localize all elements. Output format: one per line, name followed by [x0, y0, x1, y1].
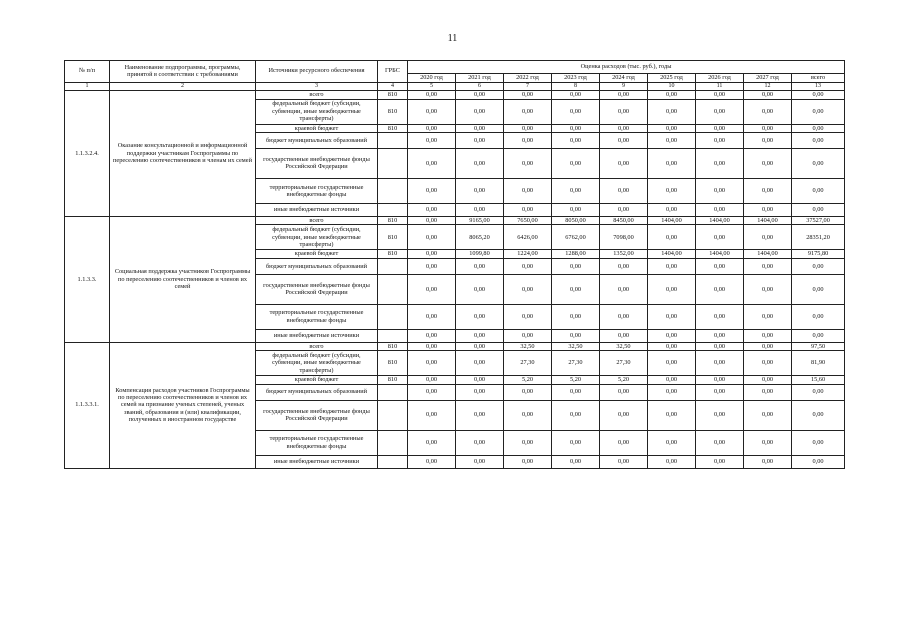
column-index: 8 [552, 83, 600, 91]
year-value: 8450,00 [600, 216, 648, 224]
funding-source: бюджет муниципальных образований [256, 384, 378, 400]
year-value: 0,00 [648, 258, 696, 274]
year-value: 0,00 [744, 225, 792, 250]
year-value: 0,00 [552, 91, 600, 99]
year-value: 1224,00 [504, 250, 552, 258]
year-value: 6426,00 [504, 225, 552, 250]
grbs-code: 810 [378, 250, 408, 258]
column-index: 13 [792, 83, 845, 91]
total-value: 0,00 [792, 132, 845, 148]
funding-source: государственные внебюджетные фонды Российской Федерации [256, 274, 378, 304]
year-value: 0,00 [456, 203, 504, 216]
column-index: 1 [65, 83, 110, 91]
column-index: 4 [378, 83, 408, 91]
grbs-code: 810 [378, 351, 408, 376]
year-value: 0,00 [648, 274, 696, 304]
year-value: 0,00 [744, 376, 792, 384]
budget-table [64, 60, 845, 469]
total-value: 0,00 [792, 304, 845, 329]
year-value: 0,00 [696, 400, 744, 430]
year-value: 0,00 [504, 203, 552, 216]
year-value: 0,00 [504, 329, 552, 342]
year-value: 0,00 [696, 455, 744, 468]
year-value: 0,00 [456, 148, 504, 178]
year-value: 0,00 [408, 203, 456, 216]
year-value: 5,20 [600, 376, 648, 384]
year-value: 0,00 [744, 258, 792, 274]
year-value: 0,00 [744, 430, 792, 455]
section-code: 1.1.3.3. [65, 216, 110, 342]
year-value: 0,00 [696, 148, 744, 178]
year-value: 0,00 [504, 304, 552, 329]
funding-source: территориальные государственные внебюджетные фонды [256, 178, 378, 203]
year-value: 0,00 [648, 132, 696, 148]
section-code: 1.1.3.2.4. [65, 91, 110, 217]
year-value: 0,00 [648, 351, 696, 376]
year-value: 0,00 [648, 91, 696, 99]
year-value: 0,00 [744, 400, 792, 430]
year-value: 0,00 [552, 178, 600, 203]
year-value: 0,00 [504, 430, 552, 455]
year-value: 1404,00 [696, 250, 744, 258]
year-value: 1404,00 [648, 250, 696, 258]
year-value: 0,00 [408, 225, 456, 250]
year-value: 8065,20 [456, 225, 504, 250]
total-value: 37527,00 [792, 216, 845, 224]
year-value: 0,00 [504, 99, 552, 124]
year-value: 0,00 [408, 216, 456, 224]
column-index: 9 [600, 83, 648, 91]
year-value: 1404,00 [696, 216, 744, 224]
year-value: 0,00 [456, 430, 504, 455]
table-row [65, 342, 845, 350]
header-year: 2020 год [408, 74, 456, 83]
year-value: 0,00 [504, 274, 552, 304]
grbs-code: 810 [378, 225, 408, 250]
year-value: 0,00 [696, 99, 744, 124]
grbs-code: 810 [378, 91, 408, 99]
year-value: 0,00 [744, 329, 792, 342]
year-value: 0,00 [600, 124, 648, 132]
header-year: 2024 год [600, 74, 648, 83]
year-value: 0,00 [648, 99, 696, 124]
year-value: 0,00 [552, 99, 600, 124]
year-value: 0,00 [696, 430, 744, 455]
year-value: 0,00 [744, 274, 792, 304]
column-index: 12 [744, 83, 792, 91]
header-year: всего [792, 74, 845, 83]
column-index: 7 [504, 83, 552, 91]
year-value: 0,00 [456, 400, 504, 430]
grbs-code [378, 203, 408, 216]
year-value: 0,00 [600, 400, 648, 430]
year-value: 0,00 [456, 99, 504, 124]
header-name: Наименование подпрограммы, программы, принятой в соответствии с требованиями [110, 61, 256, 83]
grbs-code [378, 455, 408, 468]
column-index: 3 [256, 83, 378, 91]
year-value: 0,00 [408, 91, 456, 99]
year-value: 0,00 [696, 274, 744, 304]
year-value: 0,00 [648, 376, 696, 384]
year-value: 0,00 [600, 99, 648, 124]
year-value: 0,00 [744, 203, 792, 216]
funding-source: государственные внебюджетные фонды Российской Федерации [256, 148, 378, 178]
year-value: 0,00 [456, 376, 504, 384]
year-value: 0,00 [408, 148, 456, 178]
year-value: 0,00 [744, 455, 792, 468]
year-value: 0,00 [456, 329, 504, 342]
section-name: Оказание консультационной и информационной поддержки участникам Госпрограммы по переселению соотечественников и членам их семей [110, 91, 256, 217]
year-value: 0,00 [600, 430, 648, 455]
total-value: 0,00 [792, 430, 845, 455]
year-value: 0,00 [408, 384, 456, 400]
year-value: 0,00 [408, 258, 456, 274]
table-row [65, 91, 845, 99]
year-value: 32,50 [552, 342, 600, 350]
grbs-code [378, 148, 408, 178]
grbs-code [378, 384, 408, 400]
year-value: 0,00 [552, 132, 600, 148]
grbs-code: 810 [378, 124, 408, 132]
year-value: 0,00 [696, 178, 744, 203]
year-value: 0,00 [408, 351, 456, 376]
year-value: 0,00 [648, 178, 696, 203]
year-value: 5,20 [504, 376, 552, 384]
total-value: 0,00 [792, 124, 845, 132]
year-value: 27,30 [600, 351, 648, 376]
column-index: 10 [648, 83, 696, 91]
year-value: 0,00 [648, 304, 696, 329]
year-value: 0,00 [456, 178, 504, 203]
year-value: 0,00 [696, 329, 744, 342]
year-value: 0,00 [696, 304, 744, 329]
year-value: 8050,00 [552, 216, 600, 224]
year-value: 1288,00 [552, 250, 600, 258]
year-value: 0,00 [600, 91, 648, 99]
year-value: 0,00 [552, 400, 600, 430]
year-value: 0,00 [600, 258, 648, 274]
year-value: 0,00 [456, 455, 504, 468]
year-value: 7098,00 [600, 225, 648, 250]
funding-source: федеральный бюджет (субсидии, субвенции, иные межбюджетные трансферты) [256, 225, 378, 250]
grbs-code [378, 178, 408, 203]
total-value: 0,00 [792, 203, 845, 216]
year-value: 0,00 [504, 91, 552, 99]
year-value: 27,30 [552, 351, 600, 376]
year-value: 0,00 [408, 455, 456, 468]
column-index: 6 [456, 83, 504, 91]
grbs-code [378, 430, 408, 455]
funding-source: краевой бюджет [256, 124, 378, 132]
year-value: 0,00 [600, 148, 648, 178]
year-value: 7650,00 [504, 216, 552, 224]
total-value: 0,00 [792, 99, 845, 124]
year-value: 9165,00 [456, 216, 504, 224]
year-value: 0,00 [552, 430, 600, 455]
total-value: 0,00 [792, 400, 845, 430]
year-value: 0,00 [408, 99, 456, 124]
year-value: 0,00 [552, 329, 600, 342]
year-value: 0,00 [408, 132, 456, 148]
year-value: 32,50 [504, 342, 552, 350]
funding-source: краевой бюджет [256, 250, 378, 258]
header-estimate: Оценка расходов (тыс. руб.), годы [408, 61, 845, 74]
year-value: 0,00 [456, 258, 504, 274]
year-value: 0,00 [744, 342, 792, 350]
year-value: 0,00 [456, 124, 504, 132]
year-value: 0,00 [552, 124, 600, 132]
year-value: 0,00 [552, 384, 600, 400]
year-value: 1099,80 [456, 250, 504, 258]
year-value: 0,00 [408, 430, 456, 455]
year-value: 0,00 [744, 304, 792, 329]
funding-source: территориальные государственные внебюджетные фонды [256, 304, 378, 329]
year-value: 0,00 [648, 430, 696, 455]
funding-source: бюджет муниципальных образований [256, 132, 378, 148]
year-value: 0,00 [456, 304, 504, 329]
year-value: 0,00 [456, 342, 504, 350]
year-value: 0,00 [744, 351, 792, 376]
year-value: 0,00 [744, 91, 792, 99]
year-value: 0,00 [696, 203, 744, 216]
funding-source: всего [256, 342, 378, 350]
funding-source: федеральный бюджет (субсидии, субвенции, иные межбюджетные трансферты) [256, 351, 378, 376]
year-value: 0,00 [648, 400, 696, 430]
total-value: 15,60 [792, 376, 845, 384]
header-source: Источники ресурсного обеспечения [256, 61, 378, 83]
year-value: 0,00 [552, 148, 600, 178]
funding-source: всего [256, 216, 378, 224]
year-value: 0,00 [408, 124, 456, 132]
year-value: 0,00 [696, 132, 744, 148]
grbs-code [378, 304, 408, 329]
grbs-code [378, 132, 408, 148]
year-value: 0,00 [552, 304, 600, 329]
year-value: 0,00 [648, 124, 696, 132]
year-value: 0,00 [552, 203, 600, 216]
total-value: 0,00 [792, 384, 845, 400]
year-value: 0,00 [648, 384, 696, 400]
year-value: 6762,00 [552, 225, 600, 250]
year-value: 0,00 [696, 258, 744, 274]
table-row [65, 216, 845, 224]
year-value: 0,00 [600, 384, 648, 400]
year-value: 0,00 [552, 455, 600, 468]
year-value: 0,00 [456, 91, 504, 99]
year-value: 0,00 [744, 178, 792, 203]
year-value: 0,00 [696, 225, 744, 250]
year-value: 0,00 [744, 148, 792, 178]
total-value: 0,00 [792, 148, 845, 178]
year-value: 0,00 [408, 329, 456, 342]
grbs-code [378, 258, 408, 274]
year-value: 0,00 [456, 384, 504, 400]
grbs-code [378, 274, 408, 304]
year-value: 0,00 [408, 178, 456, 203]
grbs-code: 810 [378, 342, 408, 350]
funding-source: государственные внебюджетные фонды Российской Федерации [256, 400, 378, 430]
year-value: 0,00 [504, 148, 552, 178]
year-value: 0,00 [648, 203, 696, 216]
funding-source: иные внебюджетные источники [256, 455, 378, 468]
funding-source: иные внебюджетные источники [256, 203, 378, 216]
year-value: 1404,00 [744, 216, 792, 224]
grbs-code [378, 400, 408, 430]
year-value: 0,00 [600, 203, 648, 216]
year-value: 0,00 [648, 342, 696, 350]
year-value: 0,00 [408, 376, 456, 384]
funding-source: бюджет муниципальных образований [256, 258, 378, 274]
grbs-code: 810 [378, 216, 408, 224]
column-index: 2 [110, 83, 256, 91]
year-value: 0,00 [696, 124, 744, 132]
year-value: 32,50 [600, 342, 648, 350]
year-value: 0,00 [456, 351, 504, 376]
year-value: 0,00 [648, 329, 696, 342]
year-value: 0,00 [600, 455, 648, 468]
year-value: 0,00 [552, 274, 600, 304]
column-index: 11 [696, 83, 744, 91]
year-value: 0,00 [600, 178, 648, 203]
year-value: 0,00 [744, 132, 792, 148]
year-value: 1404,00 [648, 216, 696, 224]
year-value: 0,00 [504, 124, 552, 132]
year-value: 0,00 [456, 274, 504, 304]
column-index: 5 [408, 83, 456, 91]
year-value: 0,00 [408, 274, 456, 304]
grbs-code: 810 [378, 99, 408, 124]
year-value: 0,00 [648, 148, 696, 178]
year-value: 0,00 [504, 178, 552, 203]
funding-source: федеральный бюджет (субсидии, субвенции, иные межбюджетные трансферты) [256, 99, 378, 124]
year-value: 0,00 [744, 384, 792, 400]
section-name: Социальная поддержка участников Госпрограммы по переселению соотечественников и членов их семей [110, 216, 256, 342]
year-value: 1404,00 [744, 250, 792, 258]
year-value: 0,00 [504, 132, 552, 148]
year-value: 0,00 [504, 258, 552, 274]
year-value: 0,00 [408, 250, 456, 258]
year-value: 0,00 [696, 376, 744, 384]
header-year: 2021 год [456, 74, 504, 83]
total-value: 0,00 [792, 455, 845, 468]
funding-source: территориальные государственные внебюджетные фонды [256, 430, 378, 455]
total-value: 0,00 [792, 91, 845, 99]
year-value: 0,00 [456, 132, 504, 148]
grbs-code [378, 329, 408, 342]
year-value: 0,00 [600, 132, 648, 148]
header-num: № п/п [65, 61, 110, 83]
funding-source: всего [256, 91, 378, 99]
header-year: 2023 год [552, 74, 600, 83]
header-year: 2022 год [504, 74, 552, 83]
year-value: 0,00 [552, 258, 600, 274]
section-name: Компенсация расходов участников Госпрограммы по переселению соотечественников и членов их семей на признание ученых степеней, ученых званий, образования и (или) квалификации, полученных в иностранном государстве [110, 342, 256, 468]
total-value: 0,00 [792, 274, 845, 304]
section-code: 1.1.3.3.1. [65, 342, 110, 468]
total-value: 97,50 [792, 342, 845, 350]
year-value: 0,00 [648, 225, 696, 250]
year-value: 27,30 [504, 351, 552, 376]
year-value: 0,00 [408, 304, 456, 329]
year-value: 5,20 [552, 376, 600, 384]
funding-source: иные внебюджетные источники [256, 329, 378, 342]
column-index-row [65, 83, 845, 91]
year-value: 0,00 [600, 304, 648, 329]
year-value: 0,00 [696, 351, 744, 376]
year-value: 0,00 [696, 342, 744, 350]
total-value: 9175,80 [792, 250, 845, 258]
total-value: 81,90 [792, 351, 845, 376]
year-value: 0,00 [744, 99, 792, 124]
year-value: 0,00 [696, 91, 744, 99]
page-number: 11 [447, 33, 458, 44]
year-value: 0,00 [648, 455, 696, 468]
year-value: 0,00 [744, 124, 792, 132]
total-value: 0,00 [792, 178, 845, 203]
year-value: 0,00 [504, 455, 552, 468]
year-value: 0,00 [408, 400, 456, 430]
year-value: 0,00 [504, 400, 552, 430]
total-value: 28351,20 [792, 225, 845, 250]
header-year: 2026 год [696, 74, 744, 83]
header-grbs: ГРБС [378, 61, 408, 83]
year-value: 0,00 [408, 342, 456, 350]
header-year: 2027 год [744, 74, 792, 83]
year-value: 0,00 [600, 329, 648, 342]
header-year: 2025 год [648, 74, 696, 83]
year-value: 0,00 [696, 384, 744, 400]
year-value: 0,00 [600, 274, 648, 304]
year-value: 0,00 [504, 384, 552, 400]
year-value: 1352,00 [600, 250, 648, 258]
total-value: 0,00 [792, 329, 845, 342]
funding-source: краевой бюджет [256, 376, 378, 384]
grbs-code: 810 [378, 376, 408, 384]
total-value: 0,00 [792, 258, 845, 274]
